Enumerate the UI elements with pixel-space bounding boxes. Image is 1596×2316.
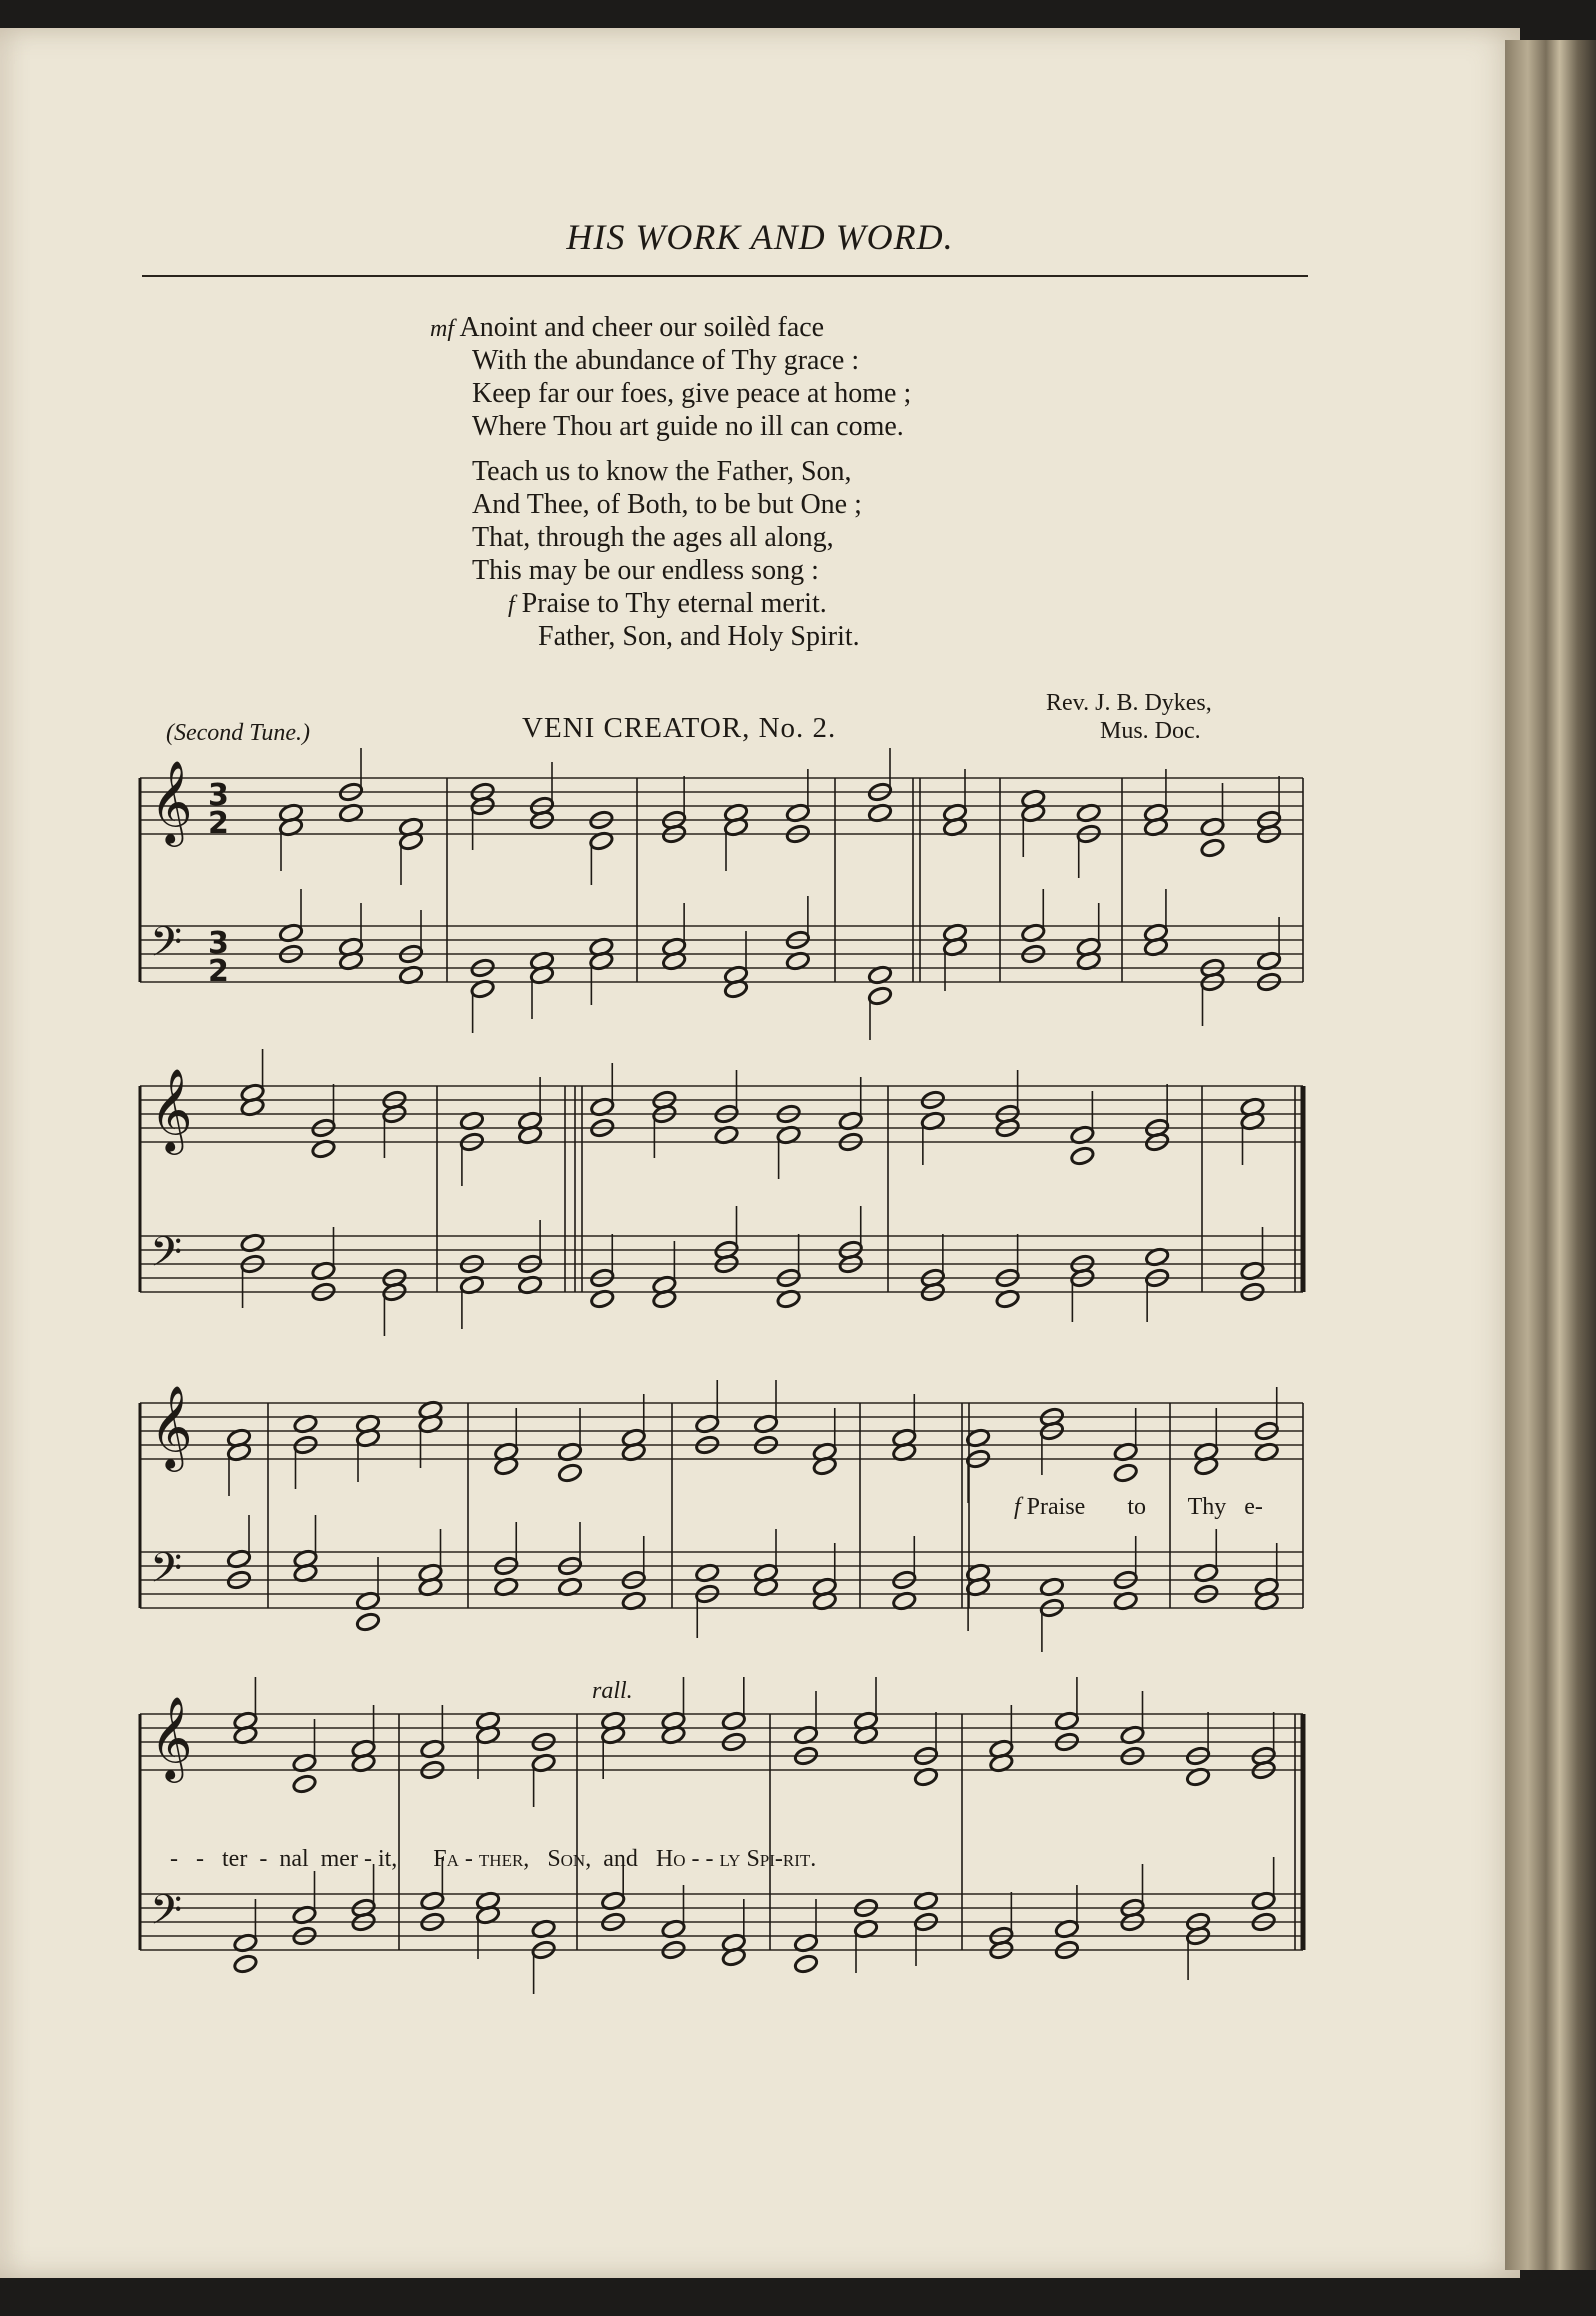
page-title: HIS WORK AND WORD.: [566, 217, 954, 257]
time-signature-bottom: 2: [208, 806, 229, 841]
note-head: [233, 1954, 258, 1975]
dynamic-mark: mf: [430, 316, 454, 342]
composer-name: Rev. J. B. Dykes,: [1046, 690, 1212, 716]
note-head: [867, 986, 892, 1007]
note-head: [557, 1463, 582, 1484]
verse-line: Where Thou art guide no ill can come.: [472, 411, 904, 442]
note-head: [1070, 1146, 1095, 1167]
tune-label: (Second Tune.): [166, 720, 310, 746]
time-signature-bottom: 2: [208, 954, 229, 989]
bass-clef: 𝄢: [150, 918, 183, 976]
verse-line: Father, Son, and Holy Spirit.: [538, 621, 860, 652]
verse-line: Teach us to know the Father, Son,: [472, 456, 852, 487]
lyric-line-3: f Praise to Thy e-: [1014, 1494, 1263, 1520]
composer-degree: Mus. Doc.: [1100, 718, 1201, 744]
rall-mark: rall.: [592, 1678, 633, 1704]
treble-clef: 𝄞: [150, 759, 193, 843]
time-signature-top: 3: [208, 778, 229, 813]
treble-clef: 𝄞: [150, 1067, 193, 1151]
verse-line: This may be our endless song :: [472, 555, 819, 586]
dynamic-mark: f: [508, 592, 515, 618]
verse-line: Keep far our foes, give peace at home ;: [472, 378, 912, 409]
verse-line: mf Anoint and cheer our soilèd face: [430, 312, 825, 343]
note-head: [1113, 1463, 1138, 1484]
verse-line: f Praise to Thy eternal merit.: [508, 588, 827, 619]
note-head: [1200, 838, 1225, 859]
treble-clef: 𝄞: [150, 1384, 193, 1468]
bass-clef: 𝄢: [150, 1886, 183, 1944]
bass-clef: 𝄢: [150, 1228, 183, 1286]
note-head: [355, 1612, 380, 1633]
verse-line: With the abundance of Thy grace :: [472, 345, 860, 376]
verse-line: That, through the ages all along,: [472, 522, 834, 553]
time-signature-top: 3: [208, 926, 229, 961]
treble-clef: 𝄞: [150, 1695, 193, 1779]
tune-name: VENI CREATOR, No. 2.: [522, 712, 837, 744]
lyric-line-4: - - ter - nal mer - it, Fa - ther, Son, and Ho - - ly Spi-rit.: [170, 1846, 817, 1872]
note-head: [292, 1774, 317, 1795]
bass-clef: 𝄢: [150, 1544, 183, 1602]
verse-line: And Thee, of Both, to be but One ;: [472, 489, 862, 520]
note-head: [793, 1954, 818, 1975]
